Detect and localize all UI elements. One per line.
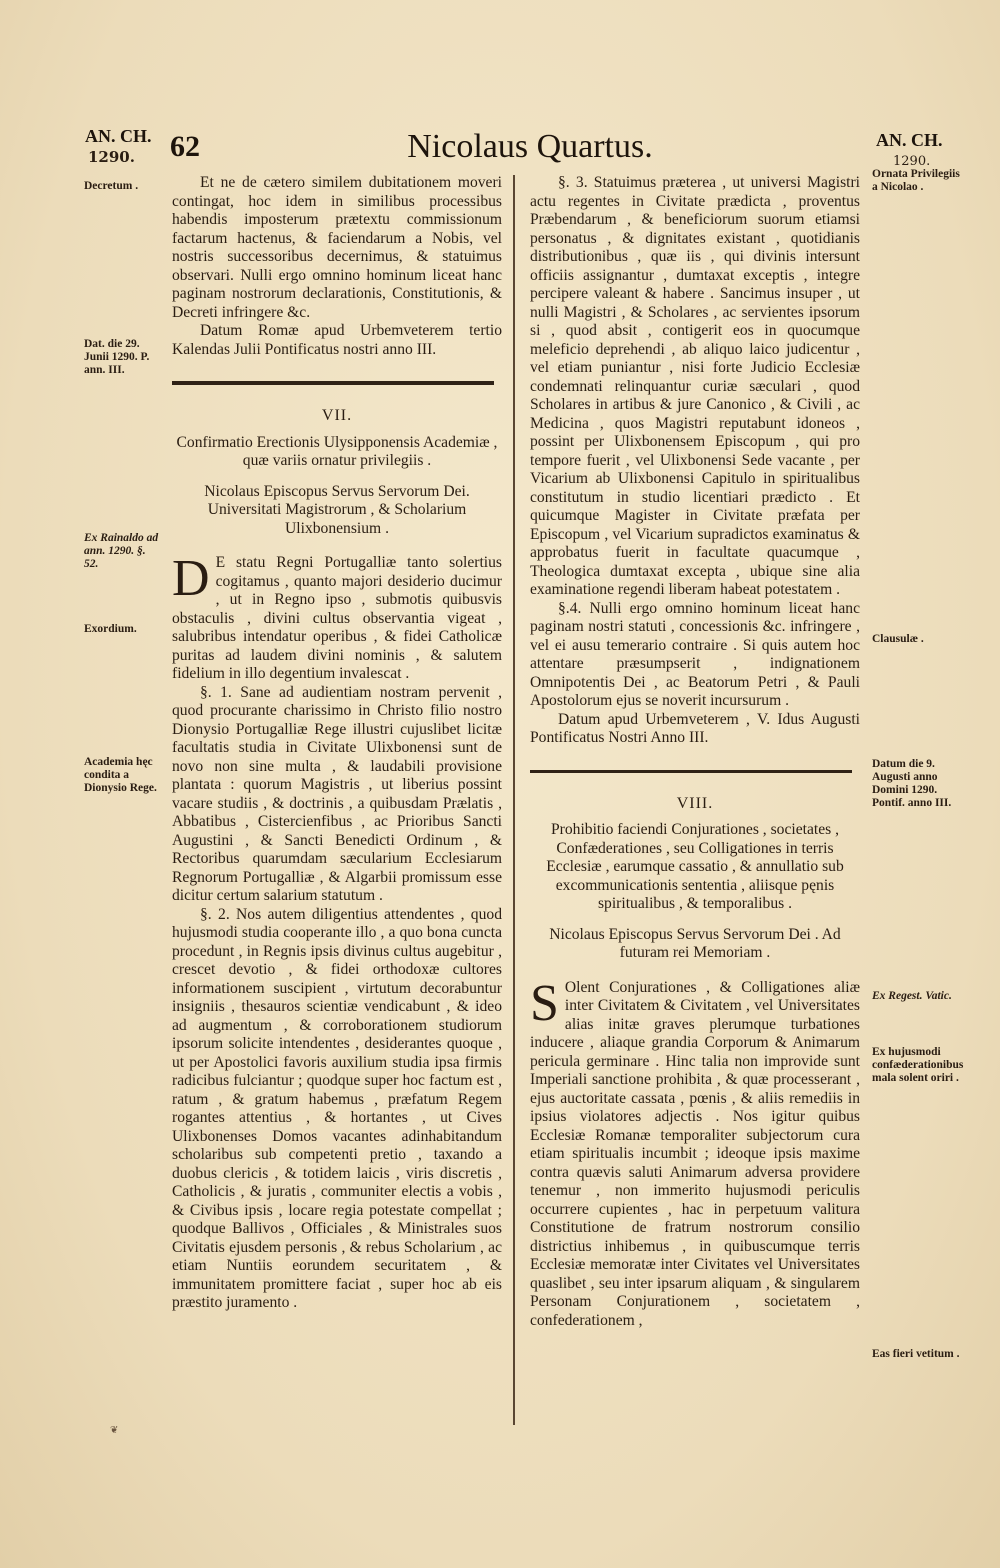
margin-note-ex-rainaldo: Ex Rainaldo ad ann. 1290. §. 52. <box>84 532 159 570</box>
paragraph: §.4. Nulli ergo omnino hominum liceat hanc paginam nostri statuti , concessionis &c. infringere , vel ei ausu temerario contraire . Si quis autem hoc attentare præsumpserit , indignationem Omnipotentis Dei , ac Beatorum Petri , & Pauli Apostolorum ejus se noverit incursurum . <box>530 599 860 709</box>
left-column <box>172 174 502 1313</box>
section-number-vii: VII. <box>321 407 353 424</box>
margin-note-ex-huiusmodi: Ex hujusmodi confæderationibus mala solent oriri . <box>872 1046 964 1084</box>
margin-note-dat: Dat. die 29. Junii 1290. P. ann. III. <box>84 338 150 376</box>
paragraph: §. 3. Statuimus præterea , ut universi Magistri actu regentes in Civitate prædicta , proventus Præbendarum , & beneficiorum suorum etiamsi personatus , & dignitates existant , quotidianis distributionibus , quæ iis , qui divinis intersunt officiis assignantur , dumtaxat exceptis , integre percipere valeant & habere . Sancimus insuper , ut nulli Magistri , & Scholares , ac servientes ipsorum si , quod absit , contigerit eos in quocumque meleficio deprehendi , ab aliquo laico judicentur , vel etiam puniantur , nisi forte Judicio Ecclesiæ condemnati relinquantur curiæ sæculari , quod Scholares in artibus & jure Canonico , & Civili , ac Medicina , quos Magistri reputabunt idoneos , possint per Ulixbonensem Episcopum , qui pro tempore fuerit , vel Ulixbonensi Sede vacante , per Vicarium ab Ulixbonensi Capitulo in spiritualibus constitutum in studio licentiari prædicto . Et quicumque Magister in Civitate præfata per Episcopum , vel Vicarium supradictos examinatus & approbatus fuerit in facultate quacumque , Theologica dumtaxat excepta , ubique sine alia examinatione regendi liberam habeat potestatem . <box>530 174 860 598</box>
margin-note-ornata: Ornata Privilegiis a Nicolao . <box>872 168 960 193</box>
margin-note-exordium: Exordium. <box>84 623 137 635</box>
margin-note-ex-regest: Ex Regest. Vatic. <box>872 990 952 1002</box>
address-viii: Nicolaus Episcopus Servus Servorum Dei . Ad futuram rei Memoriam . <box>549 925 841 961</box>
paragraph-exordium <box>172 550 502 684</box>
paragraph-text: E statu Regni Portugalliæ tanto solertius cogitamus , quanto majori desiderio ducimur , ut in Regno ipso , submotis quibusvis obstaculis , divini cultus observantia vigeat , salubribus intendatur operibus , & fidei Catholicæ puritas ad laudem divini nominis , & salutem fidelium in illo degentium invalescat . <box>172 554 502 682</box>
drop-cap: S <box>530 974 559 1032</box>
margin-note-decretum: Decretum . <box>84 180 139 192</box>
year-right: 1290. <box>893 154 931 169</box>
page-ornament-icon: ❦ <box>110 1425 119 1436</box>
running-head-year-right: AN. CH. <box>876 130 943 150</box>
running-head-year-left: AN. CH. <box>85 126 152 146</box>
paragraph: §. 2. Nos autem diligentius attendentes , quod hujusmodi studia cooperante illo , a quo bona cuncta procedunt , in Regnis ipsis divinus cultus augebitur , crescet devotio , & fidei orthodoxæ cultores informationem suscipient , virtutum decorabuntur insigniis , thesauros scientiæ vendicabunt , & ideo ad augmentum , & corroborationem studiorum ipsorum solicite intendentes , desiderantes quoque , ut per Apostolici favoris auxilium studia ipsa firmis radicibus fulciantur ; quodque super hoc factum est , ratum , & gratum habemus , præfatum Regem rogantes attentius , & hortantes , ut Cives Ulixbonenses Domos vacantes adinhabitandum scholaribus sub competenti pretio , taxando a duobus clericis , & totidem laicis , viris discretis , Catholicis , & juratis , communiter electis a vobis , & Civibus ipsis , locare regia potestate compellat ; quodque Ballivos , Officiales , & Ministrales suos Civitatis ejusdem personis , & rebus Scholarium , ac etiam Nuntiis eorundem securitatem , & immunitatem promittere faciat , super hoc ab eis præstito juramento . <box>172 905 502 1311</box>
paragraph: §. 1. Sane ad audientiam nostram pervenit , quod procurante charissimo in Christo filio nostro Dionysio Portugalliæ Rege illustri cujuslibet licitæ facultatis studia in Civitate Ulixbonensi sunt de novo non sine multa , & laudabili provisione plantata : quorum Magistris , ut liberius possint vacare studiis , & doctrinis , a quibusdam Prælatis , Abbatibus , Cistercienfibus , ac Prioribus Sancti Augustini , & Sancti Benedicti Ordinum , & Rectoribus quarumdam sæcularium Ecclesiarum Regnorum Portugalliæ , & Algarbii promissum esse dicitur certum salarium statutum . <box>172 683 502 904</box>
margin-note-eas-fieri: Eas fieri vetitum . <box>872 1348 960 1360</box>
paragraph-solent <box>530 974 860 1331</box>
section-rule <box>530 770 852 773</box>
margin-note-datum: Datum die 9. Augusti anno Domini 1290. Pontif. anno III. <box>872 758 952 809</box>
paragraph: Datum Romæ apud Urbemveterem tertio Kalendas Julii Pontificatus nostri anno III. <box>172 322 502 358</box>
paragraph-text: Olent Conjurationes , & Colligationes aliæ inter Civitatem & Civitatem , vel Universitates alias initæ graves plerumque turbationes inducere , aliaque grandia Corporum & Animarum pericula germinare . Hinc talia non improvide sunt Imperiali sanctione prohibita , & quæ processerant , ejus auctoritate cassata , pœnis , & aliis remediis in ipsius violatores adjectis . Nos igitur quibus Ecclesiæ Romanæ temporaliter subjectorum cura etiam spiritualis incumbit ; ideoque ipsis maxime contra quævis saluti Animarum adversa providere tenemur , non immerito hujusmodi periculis occurrere cupientes , hac in perpetuum valitura Constitutione de fratrum nostrorum consilio districtius inhibemus , in quibuscumque terris Ecclesiæ memoratæ inter Civitates vel Universitates quaslibet , seu inter ipsarum aliquam , & singularem Personam Conjurationem , societatem , confederationem , <box>530 978 860 1329</box>
column-divider <box>513 175 515 1425</box>
margin-note-clausulae: Clausulæ . <box>872 633 924 645</box>
page-title: Nicolaus Quartus. <box>407 128 653 165</box>
drop-cap: D <box>172 550 210 607</box>
paragraph: Et ne de cætero similem dubitationem moveri contingat, hoc idem in similibus processibus habendis imposterum prætextu commissionum factarum hactenus, & faciendarum a Nobis, vel nostris successoribus decernimus, & statuimus observari. Nulli ergo omnino hominum liceat hanc paginam nostrorum declarationis, Constitutionis, & Decreti infringere &c. <box>172 174 502 321</box>
section-heading-vii: Confirmatio Erectionis Ulysipponensis Academiæ , quæ variis ornatur privilegiis . <box>176 433 498 469</box>
year-left: 1290. <box>88 148 135 166</box>
page-number: 62 <box>170 130 200 163</box>
address-vii: Nicolaus Episcopus Servus Servorum Dei. Universitati Magistrorum , & Scholarium Ulixbonensium . <box>204 482 470 537</box>
margin-note-academia: Academia hęc condita a Dionysio Rege. <box>84 756 157 794</box>
section-rule <box>172 381 494 385</box>
paragraph: Datum apud Urbemveterem , V. Idus Augusti Pontificatus Nostri Anno III. <box>530 710 860 746</box>
right-column <box>530 174 860 1330</box>
section-heading-viii: Prohibitio faciendi Conjurationes , societates , Confæderationes , seu Colligationes in terris Ecclesiæ , earumque cassatio , & annullatio sub excommunicationis sententia , aliisque pęnis spiritualibus , & temporalibus . <box>546 821 844 912</box>
section-number-viii: VIII. <box>676 794 714 812</box>
